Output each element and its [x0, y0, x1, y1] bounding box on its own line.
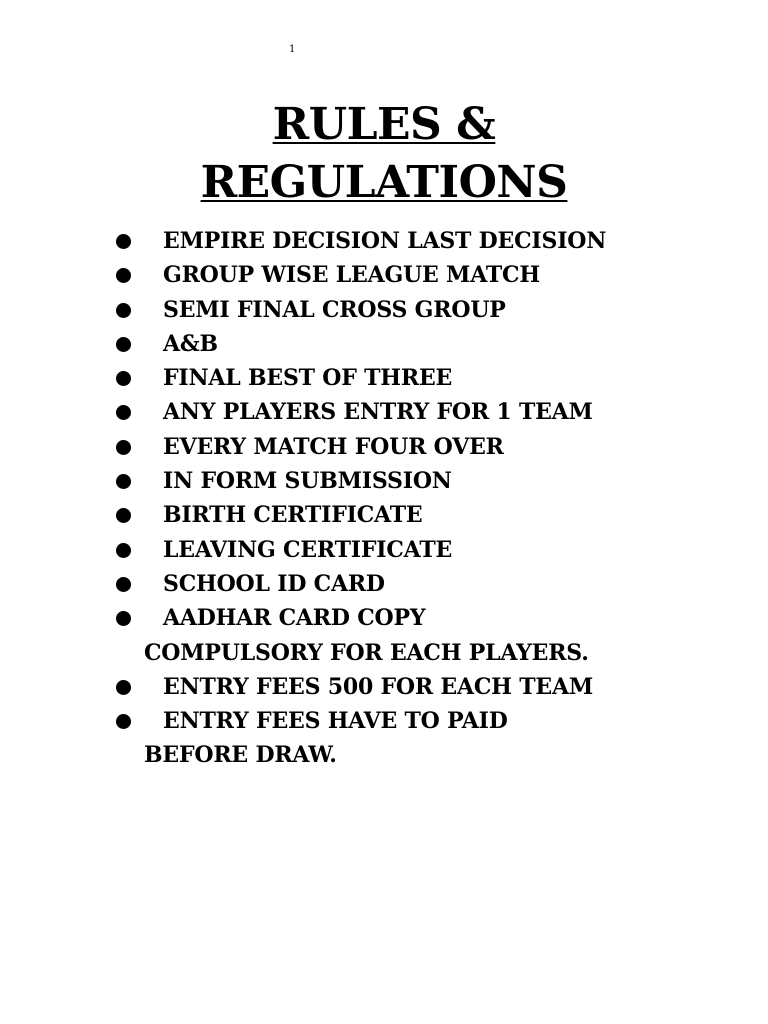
- list-item: [116, 498, 676, 532]
- list-item: [116, 601, 676, 670]
- rule-text: EMPIRE DECISION LAST DECISION: [163, 228, 607, 254]
- page-title: [0, 96, 768, 212]
- bullet-icon: [116, 303, 131, 318]
- rule-text: ANY PLAYERS ENTRY FOR 1 TEAM: [163, 399, 593, 426]
- list-item: [116, 670, 676, 704]
- page-number: 1: [289, 44, 296, 55]
- title-line-2: REGULATIONS: [200, 157, 568, 208]
- bullet-icon: [116, 680, 131, 695]
- list-item: [116, 224, 676, 258]
- title-line-1: RULES &: [272, 99, 496, 150]
- list-item: [116, 361, 676, 395]
- bullet-icon: [116, 440, 131, 455]
- list-item: [116, 395, 676, 429]
- rule-text: FINAL BEST OF THREE: [163, 365, 453, 392]
- list-item: [116, 567, 676, 601]
- list-item: [116, 533, 676, 567]
- rule-text: AADHAR CARD COPY: [163, 605, 426, 632]
- bullet-icon: [116, 577, 131, 592]
- bullet-icon: [116, 234, 131, 249]
- rule-text: SCHOOL ID CARD: [163, 570, 385, 597]
- list-item: [116, 293, 676, 327]
- rules-list: [116, 224, 676, 773]
- rule-text: A&B: [163, 330, 218, 357]
- list-item: [116, 704, 676, 773]
- list-item: [116, 258, 676, 292]
- rule-text: BIRTH CERTIFICATE: [163, 502, 423, 529]
- list-item: [116, 327, 676, 361]
- list-item: [116, 430, 676, 464]
- bullet-icon: [116, 337, 131, 352]
- rule-text: IN FORM SUBMISSION: [163, 468, 452, 495]
- rule-text: GROUP WISE LEAGUE MATCH: [163, 262, 540, 289]
- list-item: [116, 464, 676, 498]
- rule-text: SEMI FINAL CROSS GROUP: [163, 296, 506, 323]
- rule-text: ENTRY FEES HAVE TO PAID: [163, 708, 508, 735]
- rule-text: EVERY MATCH FOUR OVER: [163, 433, 504, 460]
- rule-text: ENTRY FEES 500 FOR EACH TEAM: [163, 673, 593, 700]
- rule-continuation: COMPULSORY FOR EACH PLAYERS.: [144, 639, 589, 666]
- rule-text: LEAVING CERTIFICATE: [163, 536, 453, 563]
- bullet-icon: [116, 543, 131, 558]
- rule-continuation: BEFORE DRAW.: [144, 742, 337, 769]
- bullet-icon: [116, 474, 131, 489]
